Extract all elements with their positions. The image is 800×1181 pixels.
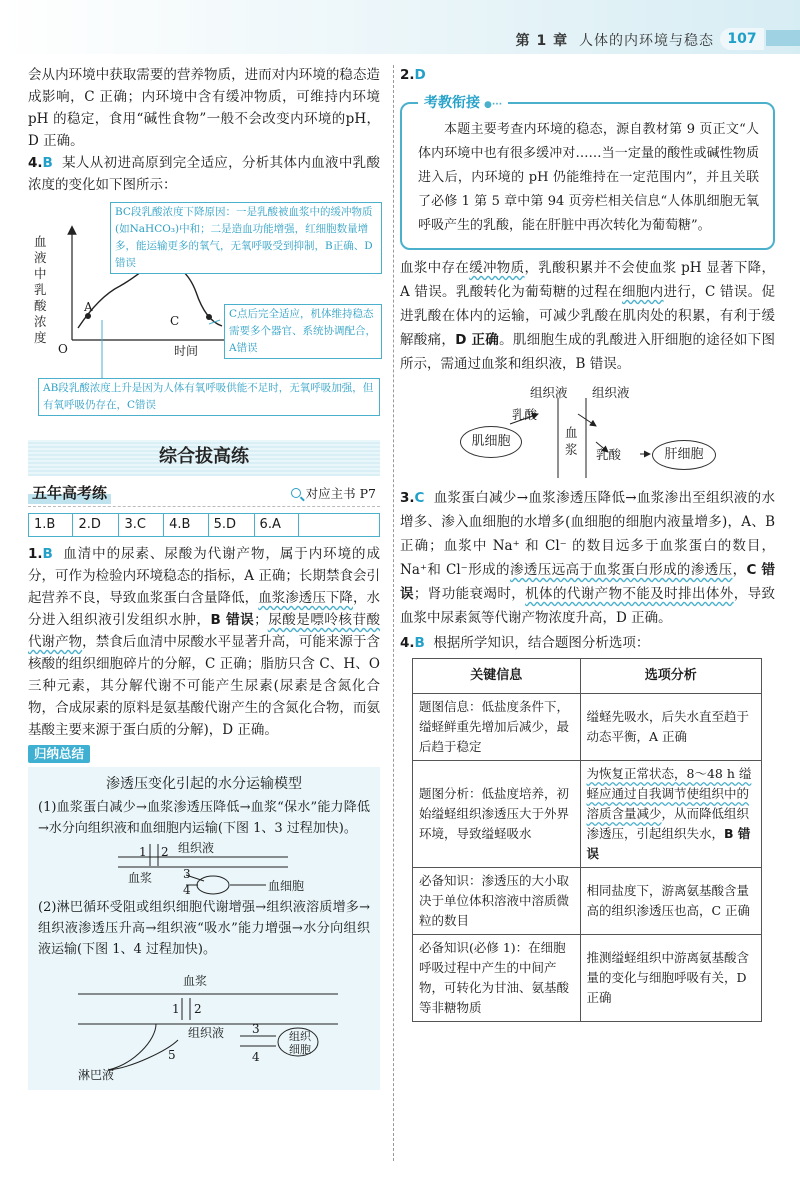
answer-letter: B xyxy=(42,155,53,171)
analysis-cell: 推测缢蛏组织中游离氨基酸含量的变化与细胞呼吸有关，D 正确 xyxy=(580,935,761,1022)
answer-cell: 6.A xyxy=(254,514,298,537)
column-header: 关键信息 xyxy=(413,659,581,694)
page-number: 107 xyxy=(720,28,764,50)
analysis-cell: 相同盐度下，游离氨基酸含量高的组织渗透压也高，C 正确 xyxy=(580,868,761,935)
liver-cell-node: 肝细胞 xyxy=(652,440,716,470)
tissue-fluid-right-label: 组织液 xyxy=(592,385,630,400)
reference-text: 对应主书 P7 xyxy=(305,486,376,501)
chart-origin: O xyxy=(58,342,68,356)
chart-y-label: 血液中乳酸浓度 xyxy=(34,234,47,345)
answer-letter: C xyxy=(414,490,425,506)
osmosis-diagram-2 xyxy=(38,960,370,1082)
diagram-cell-label: 血细胞 xyxy=(268,879,305,893)
exam-link-text: 本题主要考查内环境的稳态，源自教材第 9 页正文“人体内环境中也有很多缓冲对……当一定量的酸性或碱性物质进入后，内环境的 pH 仍能维持在一定范围内”，并且关联了必修 1 第 5 章中第 94 页旁栏相关信息“人体肌细胞无氧呼吸产生的乳酸，能在肝脏中再次转化为葡萄糖”。 xyxy=(418,122,759,233)
intro-paragraph: 会从内环境中获取需要的营养物质，进而对内环境的稳态造成影响，C 正确；内环境中含有缓冲物质，可维持内环境 pH 的稳定，食用“碱性食物”一般不会改变内环境的pH，D 正确。 xyxy=(28,67,380,149)
point-c-label: C xyxy=(170,314,180,328)
subsection-title: 五年高考练 xyxy=(28,482,111,504)
question-3-explanation xyxy=(400,486,775,630)
lactate-left-label: 乳酸 xyxy=(512,407,538,422)
chapter-name: 人体的内环境与稳态 xyxy=(579,33,714,49)
diagram-plasma-label: 血浆 xyxy=(183,974,208,988)
answer-key-table xyxy=(28,513,380,537)
muscle-cell-node: 肌细胞 xyxy=(460,426,522,458)
key-phrase: 尿酸是嘌呤核苷酸代谢产物 xyxy=(28,612,381,650)
explanation-text: 血清中的尿素、尿酸为代谢产物，属于内环境的成分，可作为检验内环境稳态的指标，A 正确；长期禁食会引起营养不良，导致血浆蛋白含量降低， xyxy=(28,546,380,606)
diagram-number: 1 xyxy=(172,1002,180,1016)
question-number: 4. xyxy=(28,155,43,171)
explanation-text: ，水分进入组织液引发组织水肿， xyxy=(28,590,381,628)
point-c xyxy=(206,314,212,320)
diagram-number: 5 xyxy=(168,1048,176,1062)
key-phrase: 缓冲物质 xyxy=(469,260,525,276)
key-phrase: 机体的代谢产物不能及时排出体外 xyxy=(525,586,734,602)
table-header-row xyxy=(413,659,762,694)
explanation-text: ， xyxy=(732,562,747,578)
key-phrase: 为恢复正常状态，8～48 h 缢蛏应通过自我调节使组织中的溶质含量减少 xyxy=(586,766,752,821)
analysis-cell xyxy=(580,761,761,868)
question-text: 某人从初进高原到完全适应，分析其体内血液中乳酸浓度的变化如下图所示： xyxy=(28,155,380,193)
summary-point-2: (2)淋巴循环受阻或组织细胞代谢增强→组织液溶质增多→组织液渗透压升高→组织液“吸水”能力增强→水分向组织液运输(下图 1、4 过程加快)。 xyxy=(38,900,370,957)
explanation-text: ； xyxy=(254,612,268,628)
summary-tag: 归纳总结 xyxy=(28,745,90,763)
answer-letter: B xyxy=(414,635,425,651)
verdict: B 错误 xyxy=(210,612,255,628)
diagram-plasma-label: 血浆 xyxy=(128,871,153,885)
reference-link[interactable] xyxy=(291,483,376,505)
question-number: 3. xyxy=(400,490,415,506)
answer-letter: B xyxy=(42,546,53,562)
key-info-cell: 必备知识：渗透压的大小取决于单位体积溶液中溶质微粒的数目 xyxy=(413,868,581,935)
key-info-cell: 题图信息：低盐度条件下，缢蛏鲜重先增加后减少，最后趋于稳定 xyxy=(413,694,581,761)
diagram-cell-label: 组织细胞 xyxy=(289,1030,311,1056)
diagram-number: 4 xyxy=(252,1050,260,1064)
question-4-stem xyxy=(28,152,380,196)
right-column xyxy=(400,64,775,1022)
question-1-explanation xyxy=(28,543,380,741)
answer-cell: 5.D xyxy=(208,514,254,537)
analysis-text: ，从而降低组织渗透压，引起组织失水， xyxy=(586,806,750,841)
table-row xyxy=(413,868,762,935)
question-number: 1. xyxy=(28,546,43,562)
table-row xyxy=(413,935,762,1022)
diagram-tissue-label: 组织液 xyxy=(178,841,215,855)
explanation-text: 进行，C 错误。促进乳酸在体内的运输，可减少乳酸在肌肉处的积累，有利于缓解酸痛， xyxy=(400,284,776,348)
diagram-number: 1 xyxy=(139,845,147,859)
subsection-header xyxy=(28,482,380,507)
verdict: B 错误 xyxy=(586,826,751,861)
chapter-number: 第 1 章 xyxy=(515,33,569,49)
explanation-text: 血浆蛋白减少→血浆渗透压降低→血浆渗出至组织液的水增多、渗入血细胞的水增多(血细胞的细胞内液量增多)，A、B 正确；血浆中 Na⁺ 和 Cl⁻ 的数目远多于血浆蛋白的数目，Na⁺和 Cl⁻形成的 xyxy=(400,490,775,578)
question-4-explanation xyxy=(400,632,775,654)
summary-point-1: (1)血浆蛋白减少→血浆渗透压降低→血浆“保水”能力降低→水分向组织液和血细胞内运输(下图 1、3 过程加快)。 xyxy=(38,800,370,836)
question-text: 根据所学知识，结合题图分析选项： xyxy=(433,635,650,651)
key-phrase: 血浆渗透压下降 xyxy=(258,590,353,606)
question-2-header xyxy=(400,64,775,86)
key-phrase: 细胞内 xyxy=(621,284,664,300)
explanation-text: ，禁食后血清中尿酸水平显著升高，可能来源于含核酸的组织细胞碎片的分解，C 正确；脂肪只含 C、H、O 三种元素，其分解代谢不可能产生尿素(尿素是含氮化合物，合成尿素的原料是氨基酸代谢产生的含氮化合物，而氨基酸主要来源于蛋白质的分解)，D 正确。 xyxy=(28,634,381,738)
answer-cell: 4.B xyxy=(164,514,208,537)
summary-box xyxy=(28,767,380,1090)
explanation-text: 。肌细胞生成的乳酸进入肝细胞的途径如下图所示，需通过血浆和组织液，B 错误。 xyxy=(400,332,776,372)
answer-cell-empty xyxy=(299,514,380,537)
analysis-table xyxy=(412,658,762,1022)
column-divider xyxy=(393,65,394,1161)
plasma-label: 血浆 xyxy=(565,425,578,457)
explanation-text: 血浆中存在 xyxy=(400,260,470,276)
diagram-number: 2 xyxy=(161,845,169,859)
diagram-lymph-label: 淋巴液 xyxy=(78,1068,115,1082)
answer-cell: 2.D xyxy=(73,514,119,537)
left-column xyxy=(28,64,380,1090)
note-bc-segment: BC段乳酸浓度下降原因：一是乳酸被血浆中的缓冲物质(如NaHCO₃)中和；二是造血功能增强，红细胞数量增多，能运输更多的氧气，无氧呼吸受到抑制，B正确、D错误 xyxy=(110,202,382,274)
verdict: C 错误 xyxy=(400,562,776,602)
summary-title: 渗透压变化引起的水分运输模型 xyxy=(106,776,302,792)
diagram-number: 2 xyxy=(194,1002,202,1016)
diagram-number: 3 xyxy=(252,1022,260,1036)
table-row xyxy=(413,694,762,761)
question-number: 2. xyxy=(400,67,415,83)
answer-letter: D xyxy=(414,67,426,83)
table-row xyxy=(413,761,762,868)
lactate-right-label: 乳酸 xyxy=(596,447,622,462)
diagram-tissue-label: 组织液 xyxy=(188,1026,225,1040)
note-ab-segment: AB段乳酸浓度上升是因为人体有氧呼吸供能不足时，无氧呼吸加强，但有氧呼吸仍存在，C错误 xyxy=(38,378,380,416)
lactate-pathway-diagram xyxy=(400,382,775,482)
exam-link-box xyxy=(400,95,775,250)
answer-cell: 1.B xyxy=(29,514,73,537)
question-2-explanation xyxy=(400,256,775,376)
column-header: 选项分析 xyxy=(580,659,761,694)
explanation-text: ，乳酸积累并不会使血浆 pH 显著下降，A 错误。乳酸转化为葡萄糖的过程在 xyxy=(400,260,776,300)
key-info-cell: 必备知识(必修 1)：在细胞呼吸过程中产生的中间产物，可转化为甘油、氨基酸等非糖物质 xyxy=(413,935,581,1022)
header-accent-bar xyxy=(766,30,800,46)
key-phrase: 渗透压远高于血浆蛋白形成的渗透压 xyxy=(509,562,733,578)
diagram-number: 4 xyxy=(183,883,191,897)
point-a-label: A xyxy=(84,300,93,314)
analysis-cell: 缢蛏先吸水，后失水直至趋于动态平衡，A 正确 xyxy=(580,694,761,761)
osmosis-diagram-1 xyxy=(38,839,370,897)
answer-cell: 3.C xyxy=(119,514,164,537)
explanation-text: ；肾功能衰竭时， xyxy=(413,586,526,602)
exam-link-tag: 考教衔接 ●··· xyxy=(418,92,508,116)
page-header xyxy=(0,0,800,54)
verdict: D 正确 xyxy=(455,332,500,348)
diagram-number: 3 xyxy=(183,867,191,881)
question-number: 4. xyxy=(400,635,415,651)
lactate-chart xyxy=(28,202,380,432)
section-banner xyxy=(28,440,380,476)
note-c-point: C点后完全适应，机体维持稳态需要多个器官、系统协调配合，A错误 xyxy=(224,304,382,359)
table-row xyxy=(29,514,380,537)
section-banner-title: 综合拔高练 xyxy=(159,446,249,467)
explanation-text: ，导致血浆中尿素氮等代谢产物浓度升高，D 正确。 xyxy=(400,586,776,626)
tissue-fluid-left-label: 组织液 xyxy=(530,385,568,400)
chart-x-label: 时间 xyxy=(174,344,199,358)
key-info-cell: 题图分析：低盐度培养，初始缢蛏组织渗透压大于外界环境，导致缢蛏吸水 xyxy=(413,761,581,868)
chapter-title xyxy=(516,30,714,52)
search-icon xyxy=(291,488,301,498)
